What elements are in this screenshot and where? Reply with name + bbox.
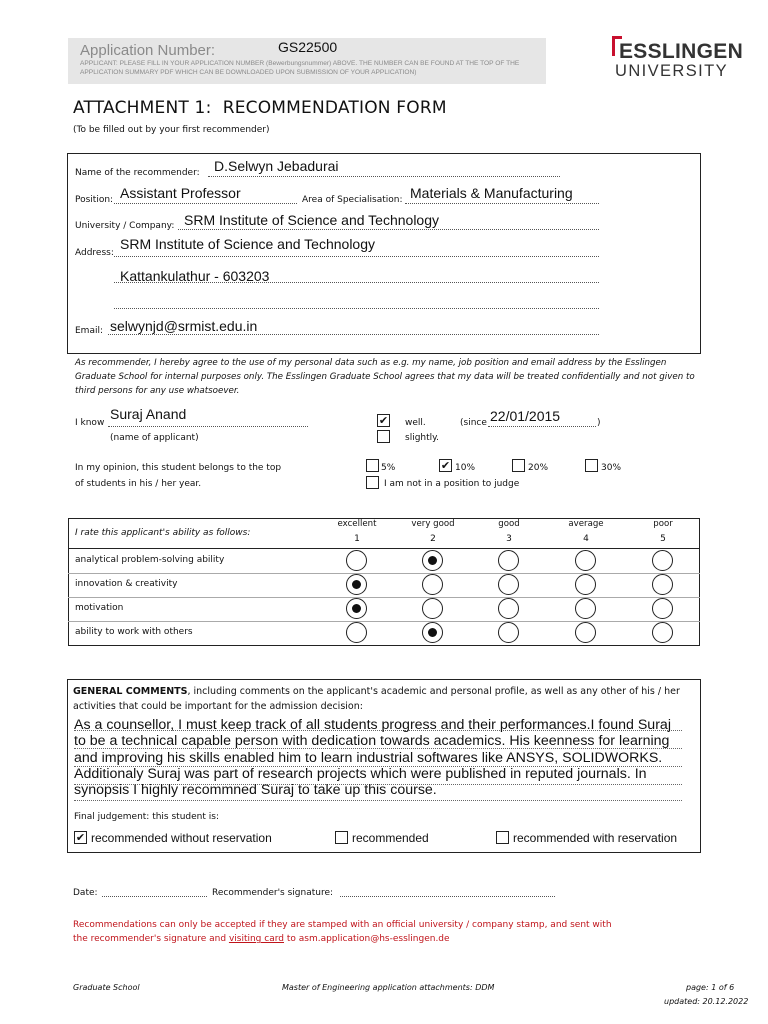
top-20-checkbox[interactable] (512, 459, 525, 472)
rating-radio[interactable] (498, 550, 519, 571)
address-value-1[interactable]: SRM Institute of Science and Technology (120, 236, 376, 252)
rating-radio[interactable] (346, 622, 367, 643)
rating-radio[interactable] (652, 574, 673, 595)
slightly-checkbox[interactable] (377, 430, 390, 443)
top-percent-label-2: of students in his / her year. (75, 479, 202, 489)
top-percent-label-1: In my opinion, this student belongs to the top (75, 463, 282, 473)
top-10-checkbox[interactable]: ✔ (440, 459, 451, 472)
signature-line[interactable] (340, 886, 555, 897)
rating-row-label: ability to work with others (75, 627, 193, 637)
rating-radio[interactable] (575, 574, 596, 595)
recommended-without-reservation-label: recommended without reservation (91, 831, 272, 845)
comments-heading-rest: , including comments on the applicant's academic and personal profile, as well as any other of his / her activities that could be important for the admission decision: (73, 686, 680, 712)
well-checkbox[interactable]: ✔ (378, 414, 389, 427)
stamp-notice-line1: Recommendations can only be accepted if they are stamped with an official university / company stamp, and sent with (73, 920, 612, 930)
recommended-without-reservation-checkbox[interactable]: ✔ (75, 831, 86, 844)
rating-row-divider-1 (68, 573, 700, 574)
rating-row-divider-3 (68, 621, 700, 622)
page-subtitle: (To be filled out by your first recommender) (73, 125, 270, 135)
date-label: Date: (73, 888, 98, 898)
rating-radio[interactable] (498, 598, 519, 619)
position-label: Position: (75, 195, 114, 205)
recommended-label: recommended (352, 831, 429, 845)
rating-radio[interactable] (652, 598, 673, 619)
rating-column-number: 5 (660, 534, 666, 544)
footer-center: Master of Engineering application attachments: DDM (282, 983, 495, 992)
address-line-3 (114, 298, 599, 309)
top-5-checkbox[interactable] (366, 459, 379, 472)
university-value[interactable]: SRM Institute of Science and Technology (184, 212, 440, 228)
logo-text-line1: ESSLINGEN (619, 40, 744, 63)
final-judgement-label: Final judgement: this student is: (74, 812, 219, 822)
notice-mid: to (283, 934, 299, 944)
comments-heading-bold: GENERAL COMMENTS (73, 686, 188, 697)
university-label: University / Company: (75, 221, 175, 231)
rating-header-divider (68, 548, 700, 549)
rating-radio[interactable] (652, 550, 673, 571)
not-in-position-label: I am not in a position to judge (384, 479, 520, 489)
rating-row-label: innovation & creativity (75, 579, 178, 589)
application-number-instructions: APPLICANT: PLEASE FILL IN YOUR APPLICATION NUMBER (Bewerbungsnummer) ABOVE. THE NUMBER CAN BE FOUND AT THE TOP OF THE APPLICATION SUMMARY PDF WHICH CAN BE DOWNLOADED UPON SUBMISSION OF YOUR APPLICATION) (80, 60, 520, 76)
consent-text: As recommender, I hereby agree to the use of my personal data such as e.g. my name, job position and email address by the Esslingen Graduate School for internal purposes only. The Esslingen Graduate School agrees that my data will be treated confidentially and not given to third persons for any use whatsoever. (75, 358, 695, 396)
well-label: well. (405, 418, 426, 428)
rating-column-number: 2 (430, 534, 436, 544)
not-in-position-checkbox[interactable] (366, 476, 379, 489)
rating-column-label: average (568, 519, 604, 529)
rating-radio[interactable] (575, 598, 596, 619)
rating-header-label: I rate this applicant's ability as follows: (75, 528, 251, 538)
recommended-with-reservation-checkbox[interactable] (496, 831, 509, 844)
top-10-label: 10% (455, 463, 476, 473)
rating-column-number: 1 (354, 534, 360, 544)
notice-pre: the recommender's signature and (73, 934, 229, 944)
rating-radio[interactable] (498, 622, 519, 643)
rating-column-number: 3 (506, 534, 512, 544)
name-of-applicant-label: (name of applicant) (110, 433, 199, 443)
logo-text-line2: UNIVERSITY (615, 62, 729, 80)
area-value[interactable]: Materials & Manufacturing (410, 185, 573, 201)
rating-radio[interactable] (346, 550, 367, 571)
application-number-label: Application Number: (80, 42, 216, 59)
rating-radio[interactable] (498, 574, 519, 595)
rating-radio[interactable] (422, 622, 443, 643)
address-label: Address: (75, 248, 114, 258)
rating-row-label: analytical problem-solving ability (75, 555, 225, 565)
recommended-checkbox[interactable] (335, 831, 348, 844)
page-title: ATTACHMENT 1: RECOMMENDATION FORM (73, 98, 447, 118)
application-number-value[interactable]: GS22500 (278, 39, 338, 55)
top-5-label: 5% (381, 463, 396, 473)
university-logo (612, 36, 752, 86)
rating-row-label: motivation (75, 603, 124, 613)
slightly-label: slightly. (405, 433, 440, 443)
since-label: (since (460, 418, 487, 428)
rating-column-label: excellent (337, 519, 377, 529)
top-30-checkbox[interactable] (585, 459, 598, 472)
rating-column-label: poor (653, 519, 673, 529)
i-know-label: I know (75, 418, 105, 428)
applicant-name-value[interactable]: Suraj Anand (110, 406, 187, 422)
rating-column-number: 4 (583, 534, 589, 544)
recommended-with-reservation-label: recommended with reservation (513, 831, 678, 845)
rating-radio[interactable] (422, 598, 443, 619)
rating-radio[interactable] (422, 574, 443, 595)
date-line[interactable] (102, 886, 207, 897)
position-value[interactable]: Assistant Professor (120, 185, 241, 201)
stamp-notice-line2 (73, 934, 450, 944)
rating-radio[interactable] (346, 574, 367, 595)
rating-column-label: good (498, 519, 520, 529)
address-value-2[interactable]: Kattankulathur - 603203 (120, 268, 270, 284)
rating-radio[interactable] (422, 550, 443, 571)
rating-radio[interactable] (575, 622, 596, 643)
top-20-label: 20% (528, 463, 549, 473)
comments-text[interactable]: As a counsellor, I must keep track of all students progress and their performances.I found Suraj to be a technical capable person with dedication towards academics. His keenness for learning and improving his skills enabled him to learn industrial softwares like ANSYS, SOLIDWORKS. Additionaly Suraj was part of research projects which were published in reputed journals. In synopsis I highly recommned Suraj to take up this course. (74, 717, 671, 799)
since-close: ) (597, 418, 601, 428)
email-link[interactable]: asm.application@hs-esslingen.de (298, 934, 450, 944)
recommender-name-value[interactable]: D.Selwyn Jebadurai (214, 158, 339, 174)
rating-radio[interactable] (652, 622, 673, 643)
since-date-value[interactable]: 22/01/2015 (490, 408, 561, 424)
signature-label: Recommender's signature: (212, 888, 334, 898)
footer-page: page: 1 of 6 (686, 983, 735, 992)
visiting-card-link[interactable]: visiting card (228, 934, 284, 944)
top-30-label: 30% (601, 463, 622, 473)
email-value[interactable]: selwynjd@srmist.edu.in (110, 318, 258, 334)
comments-heading (73, 684, 695, 714)
rating-row-divider-2 (68, 597, 700, 598)
footer-updated: updated: 20.12.2022 (664, 997, 749, 1006)
rating-radio[interactable] (575, 550, 596, 571)
area-label: Area of Specialisation: (302, 195, 403, 205)
email-label: Email: (75, 326, 104, 336)
footer-left: Graduate School (73, 983, 140, 992)
recommender-name-label: Name of the recommender: (75, 168, 200, 178)
rating-column-label: very good (411, 519, 455, 529)
rating-radio[interactable] (346, 598, 367, 619)
